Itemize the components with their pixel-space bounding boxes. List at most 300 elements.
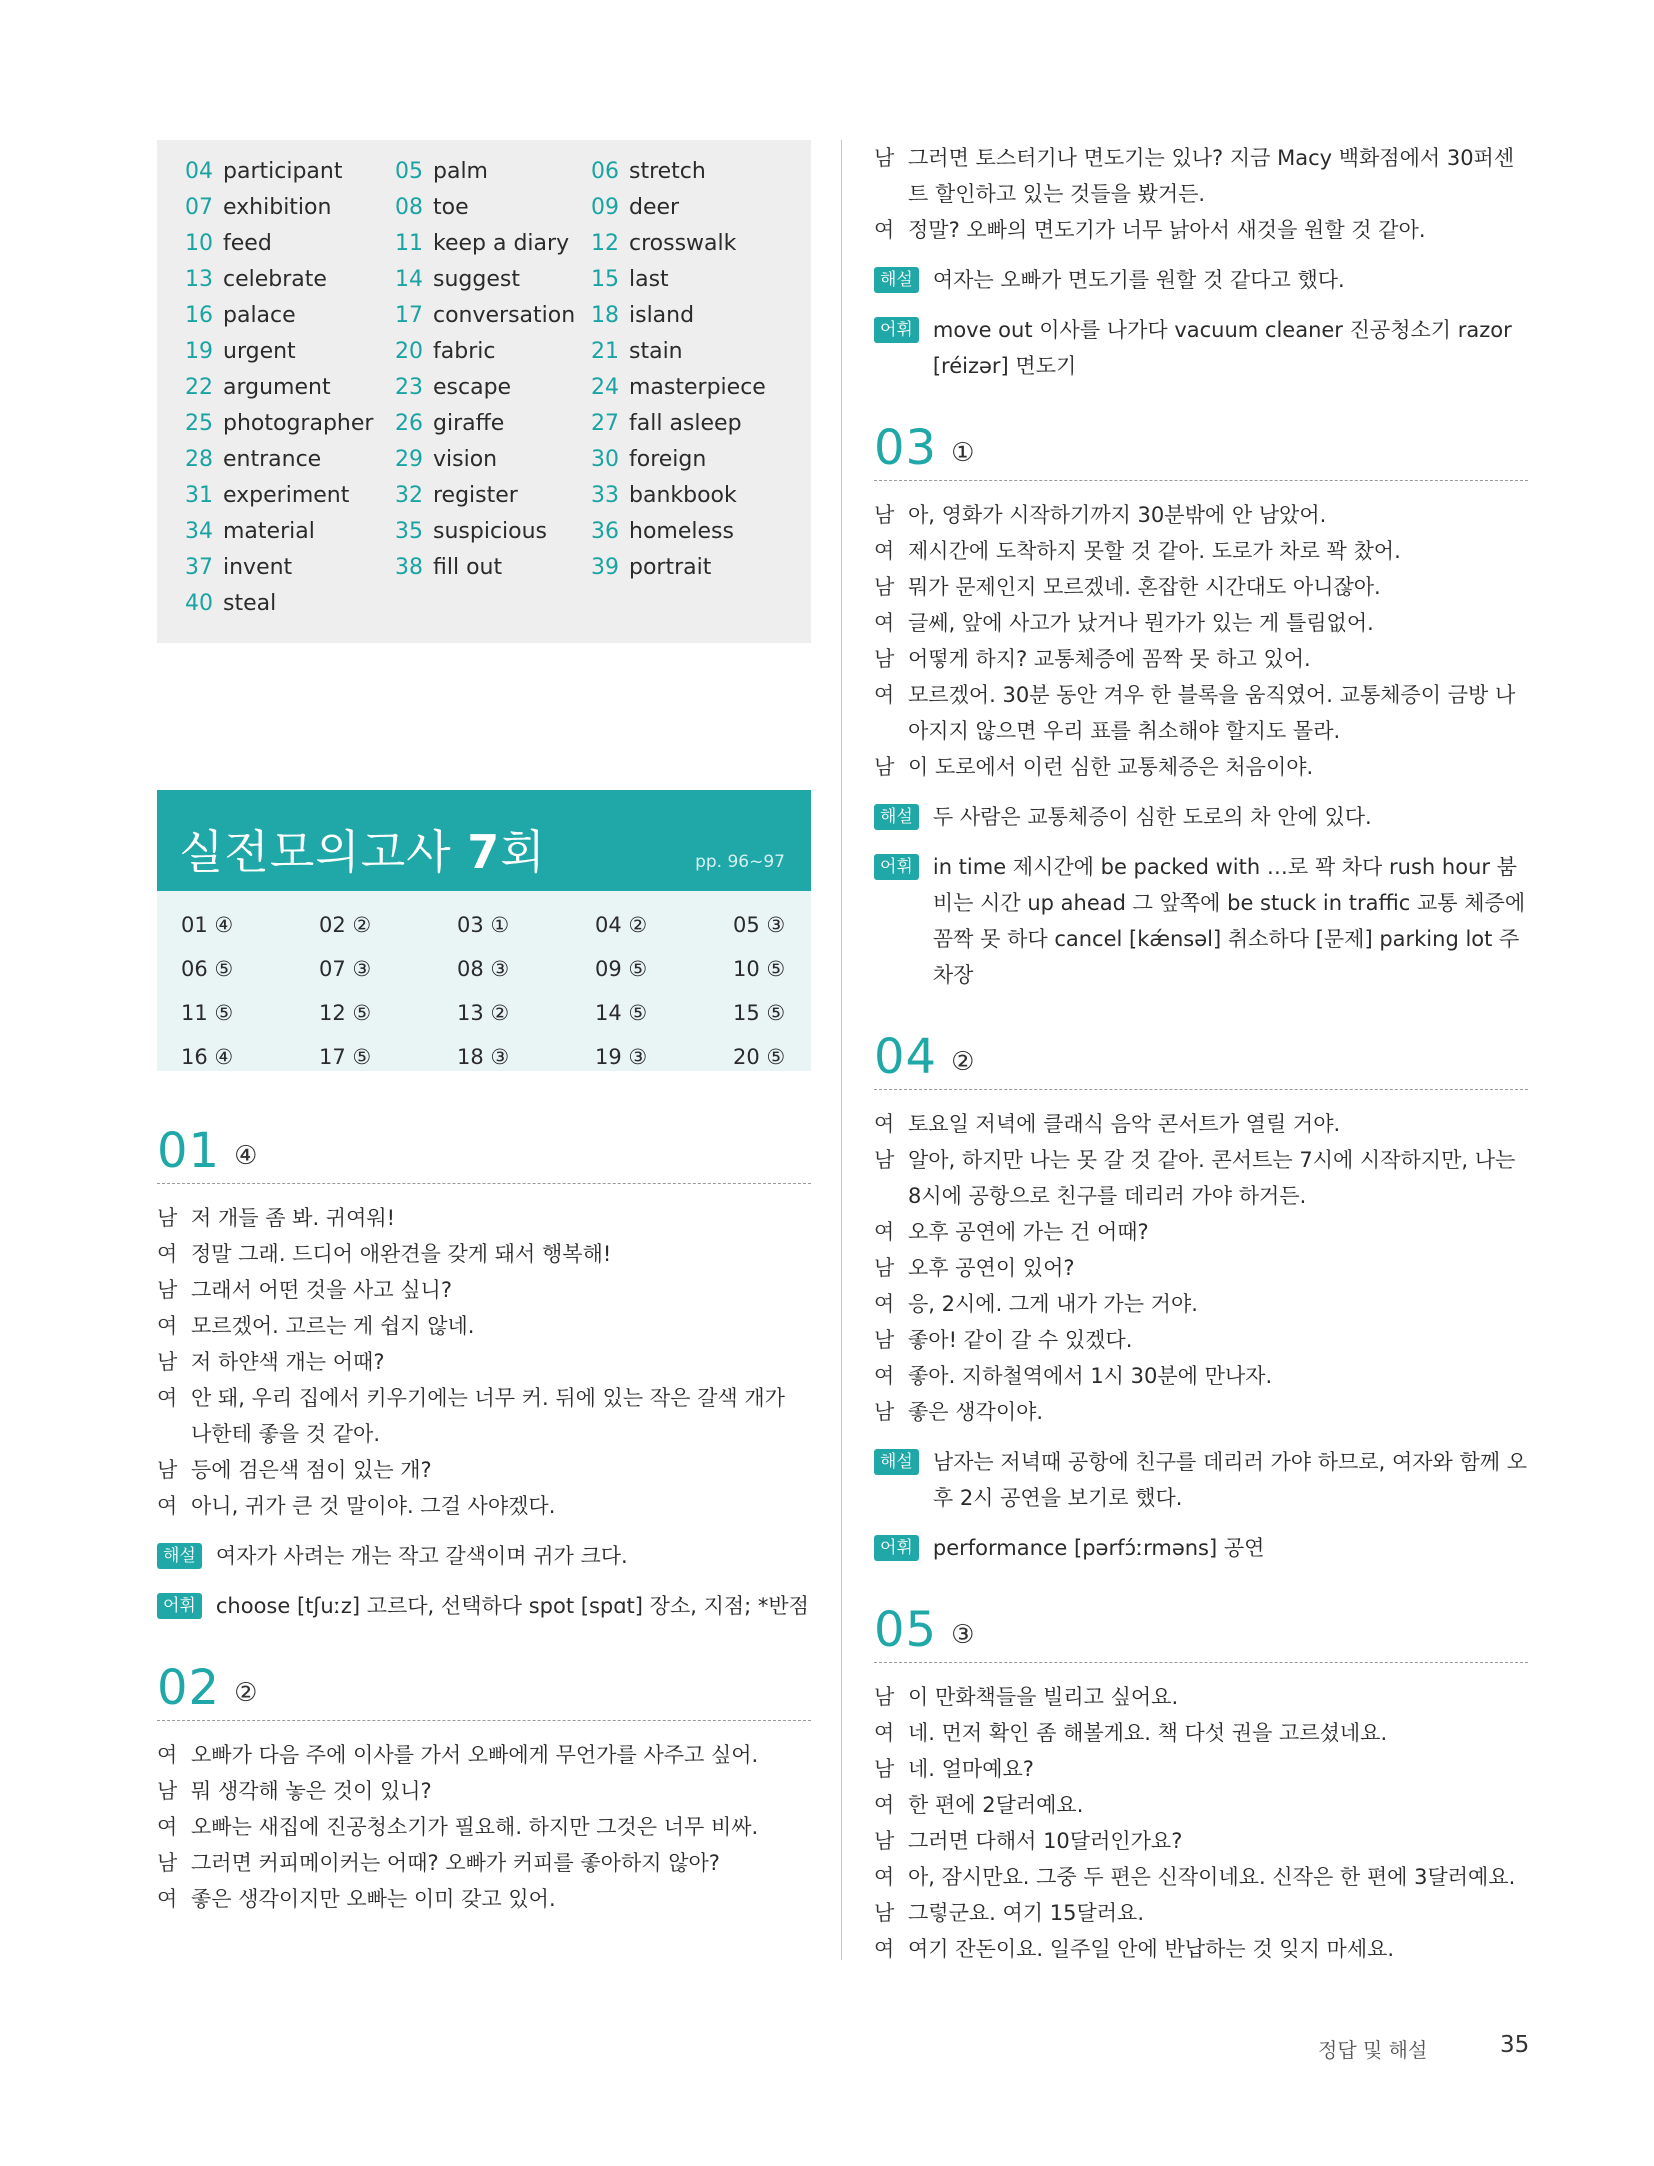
line-text: 좋은 생각이야. [908, 1400, 1044, 1424]
vocab-item [395, 406, 591, 442]
section-answer: ④ [234, 1141, 258, 1171]
explain-tag: 해설 [874, 267, 919, 293]
line-text: 네. 먼저 확인 좀 해볼게요. 책 다섯 권을 고르셨네요. [908, 1721, 1388, 1745]
line-text: 아니, 귀가 큰 것 말이야. 그걸 사야겠다. [191, 1494, 556, 1518]
vocab-word: suspicious [433, 519, 548, 544]
vocab-number: 20 [395, 339, 423, 364]
dialogue [874, 1106, 1528, 1430]
answer-item: 04 ② [595, 913, 648, 937]
section-answer: ② [951, 1047, 975, 1077]
vocab-item [395, 370, 591, 406]
vocab-item [591, 298, 791, 334]
vocab-word: palace [223, 303, 296, 328]
vocab-word: giraffe [433, 411, 505, 436]
speaker: 여 [874, 539, 895, 563]
line-text: 그래서 어떤 것을 사고 싶니? [191, 1278, 452, 1302]
line-text: 저 하얀색 개는 어때? [191, 1350, 385, 1374]
speaker: 여 [157, 1314, 178, 1338]
vocab-grid [185, 154, 811, 622]
vocab-word: keep a diary [433, 231, 570, 256]
vocab-item [185, 226, 395, 262]
line-text: 저 개들 좀 봐. 귀여워! [191, 1206, 396, 1230]
vocab-number: 40 [185, 591, 213, 616]
vocab-word: participant [223, 159, 343, 184]
vocab-word: homeless [629, 519, 734, 544]
dialogue-line [874, 1823, 1528, 1859]
vocab-text: move out 이사를 나가다 vacuum cleaner 진공청소기 razor [réizər] 면도기 [932, 318, 1512, 378]
line-text: 글쎄, 앞에 사고가 났거나 뭔가가 있는 게 틀림없어. [908, 611, 1374, 635]
dialogue-line [157, 1272, 811, 1308]
answer-item: 01 ④ [181, 913, 234, 937]
vocab-item [591, 478, 791, 514]
answer-item: 19 ③ [595, 1045, 648, 1069]
speaker: 여 [157, 1815, 178, 1839]
explanation [157, 1538, 811, 1574]
vocab-item [395, 262, 591, 298]
speaker: 여 [157, 1743, 178, 1767]
vocab-word: bankbook [629, 483, 737, 508]
vocab-item [395, 154, 591, 190]
speaker: 여 [157, 1242, 178, 1266]
section-04 [874, 1029, 1528, 1566]
section-02 [157, 1660, 811, 1917]
vocab-item [591, 334, 791, 370]
vocab-number: 25 [185, 411, 213, 436]
right-column [874, 140, 1528, 1967]
answer-item: 06 ⑤ [181, 957, 234, 981]
line-text: 등에 검은색 점이 있는 개? [191, 1458, 432, 1482]
vocab-number: 19 [185, 339, 213, 364]
vocab-number: 18 [591, 303, 619, 328]
vocab-number: 24 [591, 375, 619, 400]
vocab-tag: 어휘 [874, 854, 919, 880]
vocab-word: escape [433, 375, 512, 400]
vocab-item [395, 190, 591, 226]
vocab-word: feed [223, 231, 272, 256]
dialogue-line [874, 1358, 1528, 1394]
vocab-number: 32 [395, 483, 423, 508]
explanation [874, 1444, 1528, 1516]
vocab-text: choose [tʃuːz] 고르다, 선택하다 spot [spɑt] 장소, 지점; *반점 [215, 1594, 809, 1618]
vocab-word: fill out [433, 555, 503, 580]
line-text: 뭐가 문제인지 모르겠네. 혼잡한 시간대도 아니잖아. [908, 575, 1381, 599]
dialogue-line [874, 1394, 1528, 1430]
answer-item: 12 ⑤ [319, 1001, 372, 1025]
vocab-word: toe [433, 195, 469, 220]
exam-header [157, 790, 811, 891]
speaker: 남 [874, 1901, 895, 1925]
vocab-item [185, 442, 395, 478]
vocab-item [185, 262, 395, 298]
vocab-word: vision [433, 447, 498, 472]
vocab-number: 31 [185, 483, 213, 508]
speaker: 남 [874, 1256, 895, 1280]
vocab-word: crosswalk [629, 231, 737, 256]
explain-text: 두 사람은 교통체증이 심한 도로의 차 안에 있다. [932, 805, 1372, 829]
dialogue-line [157, 1773, 811, 1809]
section-heading [874, 1029, 1528, 1090]
line-text: 좋은 생각이지만 오빠는 이미 갖고 있어. [191, 1887, 556, 1911]
line-text: 아, 잠시만요. 그중 두 편은 신작이네요. 신작은 한 편에 3달러예요. [908, 1865, 1516, 1889]
exam-title: 실전모의고사 7회 [179, 825, 546, 879]
dialogue-line [874, 1751, 1528, 1787]
vocab-item [591, 442, 791, 478]
vocab-number: 30 [591, 447, 619, 472]
answer-item: 11 ⑤ [181, 1001, 234, 1025]
speaker: 여 [874, 218, 895, 242]
line-text: 좋아. 지하철역에서 1시 30분에 만나자. [908, 1364, 1273, 1388]
line-text: 제시간에 도착하지 못할 것 같아. 도로가 차로 꽉 찼어. [908, 539, 1401, 563]
section-number: 02 [157, 1660, 221, 1716]
line-text: 오빠가 다음 주에 이사를 가서 오빠에게 무언가를 사주고 싶어. [191, 1743, 759, 1767]
vocabulary [874, 312, 1528, 384]
section-heading [157, 1123, 811, 1184]
speaker: 남 [874, 575, 895, 599]
dialogue-line [874, 1250, 1528, 1286]
dialogue-line [157, 1737, 811, 1773]
vocab-item [185, 478, 395, 514]
vocab-item [185, 514, 395, 550]
vocab-word: entrance [223, 447, 322, 472]
dialogue [874, 1679, 1528, 1967]
dialogue-line [874, 1715, 1528, 1751]
answer-item: 07 ③ [319, 957, 372, 981]
vocab-number: 09 [591, 195, 619, 220]
dialogue-line [157, 1380, 811, 1452]
speaker: 여 [874, 1721, 895, 1745]
vocab-number: 27 [591, 411, 619, 436]
vocab-number: 11 [395, 231, 423, 256]
vocab-item [395, 550, 591, 586]
vocab-number: 13 [185, 267, 213, 292]
dialogue-line [874, 749, 1528, 785]
speaker: 여 [874, 683, 895, 707]
vocab-number: 23 [395, 375, 423, 400]
vocab-number: 35 [395, 519, 423, 544]
line-text: 그러면 토스터기나 면도기는 있나? 지금 Macy 백화점에서 30퍼센트 할인하고 있는 것들을 봤거든. [908, 146, 1515, 206]
speaker: 여 [874, 1112, 895, 1136]
vocab-number: 15 [591, 267, 619, 292]
line-text: 이 만화책들을 빌리고 싶어요. [908, 1685, 1179, 1709]
dialogue-line [157, 1809, 811, 1845]
section-number: 01 [157, 1123, 221, 1179]
dialogue-line [874, 1895, 1528, 1931]
vocab-item [395, 334, 591, 370]
vocab-item [395, 442, 591, 478]
explain-text: 여자가 사려는 개는 작고 갈색이며 귀가 크다. [215, 1544, 628, 1568]
line-text: 안 돼, 우리 집에서 키우기에는 너무 커. 뒤에 있는 작은 갈색 개가 나한테 좋을 것 같아. [191, 1386, 785, 1446]
vocab-word: argument [223, 375, 331, 400]
dialogue-line [157, 1344, 811, 1380]
vocab-word: last [629, 267, 669, 292]
vocab-word: deer [629, 195, 680, 220]
section-05 [874, 1602, 1528, 1967]
vocab-item [185, 406, 395, 442]
vocab-text: performance [pərfɔ́ːrməns] 공연 [932, 1536, 1265, 1560]
section-number: 05 [874, 1602, 938, 1658]
vocab-item [591, 550, 791, 586]
vocab-item [395, 514, 591, 550]
vocab-number: 29 [395, 447, 423, 472]
vocab-number: 26 [395, 411, 423, 436]
answer-item: 10 ⑤ [733, 957, 786, 981]
speaker: 여 [874, 1220, 895, 1244]
answer-item: 20 ⑤ [733, 1045, 786, 1069]
line-text: 정말 그래. 드디어 애완견을 갖게 돼서 행복해! [191, 1242, 612, 1266]
explanation [874, 262, 1528, 298]
section-03 [874, 420, 1528, 993]
vocab-word: urgent [223, 339, 296, 364]
vocab-item [185, 586, 395, 622]
dialogue-line [874, 641, 1528, 677]
vocab-number: 17 [395, 303, 423, 328]
dialogue-line [157, 1452, 811, 1488]
dialogue [157, 1737, 811, 1917]
answer-item: 16 ④ [181, 1045, 234, 1069]
dialogue-line [157, 1881, 811, 1917]
vocab-text: in time 제시간에 be packed with …로 꽉 차다 rush hour 붐비는 시간 up ahead 그 앞쪽에 be stuck in traffic 교통 체증에 꼼짝 못 하다 cancel [kǽnsəl] 취소하다 [문제] parking lot 주차장 [932, 855, 1526, 987]
line-text: 여기 잔돈이요. 일주일 안에 반납하는 것 잊지 마세요. [908, 1937, 1395, 1961]
speaker: 남 [157, 1851, 178, 1875]
vocab-item [591, 370, 791, 406]
answer-item: 13 ② [457, 1001, 510, 1025]
speaker: 남 [874, 755, 895, 779]
dialogue-line [874, 497, 1528, 533]
vocab-number: 36 [591, 519, 619, 544]
speaker: 남 [874, 1148, 895, 1172]
dialogue-line [874, 605, 1528, 641]
answer-item: 09 ⑤ [595, 957, 648, 981]
vocab-item [185, 298, 395, 334]
line-text: 네. 얼마예요? [908, 1757, 1034, 1781]
dialogue-line [157, 1236, 811, 1272]
section-number: 03 [874, 420, 938, 476]
line-text: 오빠는 새집에 진공청소기가 필요해. 하지만 그것은 너무 비싸. [191, 1815, 759, 1839]
vocab-word: register [433, 483, 518, 508]
vocab-word: celebrate [223, 267, 327, 292]
dialogue-line [874, 1931, 1528, 1967]
dialogue-line [874, 1322, 1528, 1358]
vocab-word: invent [223, 555, 293, 580]
vocab-word: photographer [223, 411, 374, 436]
line-text: 어떻게 하지? 교통체증에 꼼짝 못 하고 있어. [908, 647, 1311, 671]
vocab-word: island [629, 303, 695, 328]
speaker: 여 [874, 1937, 895, 1961]
answer-item: 14 ⑤ [595, 1001, 648, 1025]
left-column [157, 140, 811, 1917]
dialogue-line [874, 140, 1528, 212]
dialogue-line [874, 1214, 1528, 1250]
answer-item: 03 ① [457, 913, 510, 937]
speaker: 여 [874, 1865, 895, 1889]
dialogue-line [874, 1142, 1528, 1214]
vocab-word: masterpiece [629, 375, 766, 400]
vocab-word: exhibition [223, 195, 332, 220]
vocab-answer-box [157, 140, 811, 643]
line-text: 모르겠어. 고르는 게 쉽지 않네. [191, 1314, 475, 1338]
dialogue-line [157, 1200, 811, 1236]
vocab-item [185, 190, 395, 226]
dialogue-continued [874, 140, 1528, 248]
dialogue-line [874, 212, 1528, 248]
dialogue [157, 1200, 811, 1524]
speaker: 여 [874, 611, 895, 635]
speaker: 남 [874, 1757, 895, 1781]
vocab-number: 21 [591, 339, 619, 364]
line-text: 좋아! 같이 갈 수 있겠다. [908, 1328, 1133, 1352]
vocab-item [591, 190, 791, 226]
speaker: 여 [157, 1386, 178, 1410]
vocab-number: 06 [591, 159, 619, 184]
vocab-item [591, 406, 791, 442]
speaker: 남 [157, 1206, 178, 1230]
dialogue-line [874, 1286, 1528, 1322]
vocab-number: 37 [185, 555, 213, 580]
dialogue-line [874, 533, 1528, 569]
dialogue-line [874, 1106, 1528, 1142]
speaker: 남 [874, 146, 895, 170]
vocab-item [591, 226, 791, 262]
vocab-word: foreign [629, 447, 707, 472]
vocab-word: stain [629, 339, 683, 364]
explain-text: 남자는 저녁때 공항에 친구를 데리러 가야 하므로, 여자와 함께 오후 2시 공연을 보기로 했다. [932, 1450, 1528, 1510]
line-text: 한 편에 2달러예요. [908, 1793, 1084, 1817]
vocab-word: portrait [629, 555, 712, 580]
line-text: 알아, 하지만 나는 못 갈 것 같아. 콘서트는 7시에 시작하지만, 나는 8시에 공항으로 친구를 데리러 가야 하거든. [908, 1148, 1516, 1208]
section-heading [874, 420, 1528, 481]
vocab-word: material [223, 519, 315, 544]
explain-tag: 해설 [157, 1543, 202, 1569]
vocab-tag: 어휘 [157, 1593, 202, 1619]
dialogue-line [157, 1845, 811, 1881]
vocab-tag: 어휘 [874, 317, 919, 343]
vocab-tag: 어휘 [874, 1535, 919, 1561]
vocab-word: experiment [223, 483, 350, 508]
section-answer: ② [234, 1678, 258, 1708]
vocab-number: 07 [185, 195, 213, 220]
dialogue [874, 497, 1528, 785]
line-text: 모르겠어. 30분 동안 겨우 한 블록을 움직였어. 교통체증이 금방 나아지지 않으면 우리 표를 취소해야 할지도 몰라. [908, 683, 1516, 743]
line-text: 뭐 생각해 놓은 것이 있니? [191, 1779, 432, 1803]
dialogue-line [874, 1859, 1528, 1895]
dialogue-line [874, 1679, 1528, 1715]
vocab-number: 05 [395, 159, 423, 184]
line-text: 그러면 커피메이커는 어때? 오빠가 커피를 좋아하지 않아? [191, 1851, 720, 1875]
explain-text: 여자는 오빠가 면도기를 원할 것 같다고 했다. [932, 268, 1345, 292]
vocab-item [591, 262, 791, 298]
explain-tag: 해설 [874, 804, 919, 830]
dialogue-line [874, 1787, 1528, 1823]
speaker: 남 [874, 503, 895, 527]
section-answer: ③ [951, 1620, 975, 1650]
section-answer: ① [951, 438, 975, 468]
explanation [874, 799, 1528, 835]
section-number: 04 [874, 1029, 938, 1085]
speaker: 남 [874, 1400, 895, 1424]
speaker: 남 [157, 1350, 178, 1374]
footer-label: 정답 및 해설 [1318, 2038, 1428, 2062]
vocab-number: 34 [185, 519, 213, 544]
answer-item: 18 ③ [457, 1045, 510, 1069]
speaker: 여 [157, 1887, 178, 1911]
vocab-word: steal [223, 591, 277, 616]
vocab-item [395, 226, 591, 262]
speaker: 남 [874, 1685, 895, 1709]
answer-grid [181, 903, 811, 1079]
vocab-word: palm [433, 159, 488, 184]
vocab-number: 16 [185, 303, 213, 328]
line-text: 그렇군요. 여기 15달러요. [908, 1901, 1144, 1925]
vocab-number: 33 [591, 483, 619, 508]
section-01 [157, 1123, 811, 1624]
vocab-number: 39 [591, 555, 619, 580]
speaker: 여 [157, 1494, 178, 1518]
vocab-item [185, 334, 395, 370]
vocabulary [874, 849, 1528, 993]
column-divider [841, 140, 842, 1960]
speaker: 남 [874, 647, 895, 671]
line-text: 정말? 오빠의 면도기가 너무 낡아서 새것을 원할 것 같아. [908, 218, 1426, 242]
vocab-number: 22 [185, 375, 213, 400]
speaker: 여 [874, 1793, 895, 1817]
section-heading [874, 1602, 1528, 1663]
line-text: 응, 2시에. 그게 내가 가는 거야. [908, 1292, 1198, 1316]
vocab-number: 38 [395, 555, 423, 580]
vocab-item [395, 298, 591, 334]
vocab-item [185, 154, 395, 190]
vocab-item [395, 478, 591, 514]
line-text: 오후 공연에 가는 건 어때? [908, 1220, 1149, 1244]
vocab-word: fall asleep [629, 411, 742, 436]
vocab-word: suggest [433, 267, 520, 292]
answer-key-box [157, 891, 811, 1071]
speaker: 남 [874, 1328, 895, 1352]
answer-item: 17 ⑤ [319, 1045, 372, 1069]
vocab-number: 04 [185, 159, 213, 184]
vocab-number: 14 [395, 267, 423, 292]
answer-item: 05 ③ [733, 913, 786, 937]
dialogue-line [874, 569, 1528, 605]
explain-tag: 해설 [874, 1449, 919, 1475]
answer-item: 08 ③ [457, 957, 510, 981]
vocab-word: conversation [433, 303, 576, 328]
dialogue-line [874, 677, 1528, 749]
exam-pages: pp. 96~97 [695, 852, 785, 872]
line-text: 그러면 다해서 10달러인가요? [908, 1829, 1183, 1853]
line-text: 이 도로에서 이런 심한 교통체증은 처음이야. [908, 755, 1314, 779]
vocab-word: fabric [433, 339, 496, 364]
answer-item: 15 ⑤ [733, 1001, 786, 1025]
line-text: 아, 영화가 시작하기까지 30분밖에 안 남았어. [908, 503, 1327, 527]
dialogue-line [157, 1488, 811, 1524]
speaker: 남 [874, 1829, 895, 1853]
vocab-number: 10 [185, 231, 213, 256]
speaker: 남 [157, 1278, 178, 1302]
speaker: 남 [157, 1779, 178, 1803]
vocab-word: stretch [629, 159, 706, 184]
speaker: 남 [157, 1458, 178, 1482]
vocab-item [185, 550, 395, 586]
line-text: 오후 공연이 있어? [908, 1256, 1075, 1280]
dialogue-line [157, 1308, 811, 1344]
vocab-number: 12 [591, 231, 619, 256]
vocab-item [185, 370, 395, 406]
answer-item: 02 ② [319, 913, 372, 937]
section-heading [157, 1660, 811, 1721]
vocab-number: 08 [395, 195, 423, 220]
speaker: 여 [874, 1364, 895, 1388]
vocabulary [874, 1530, 1528, 1566]
